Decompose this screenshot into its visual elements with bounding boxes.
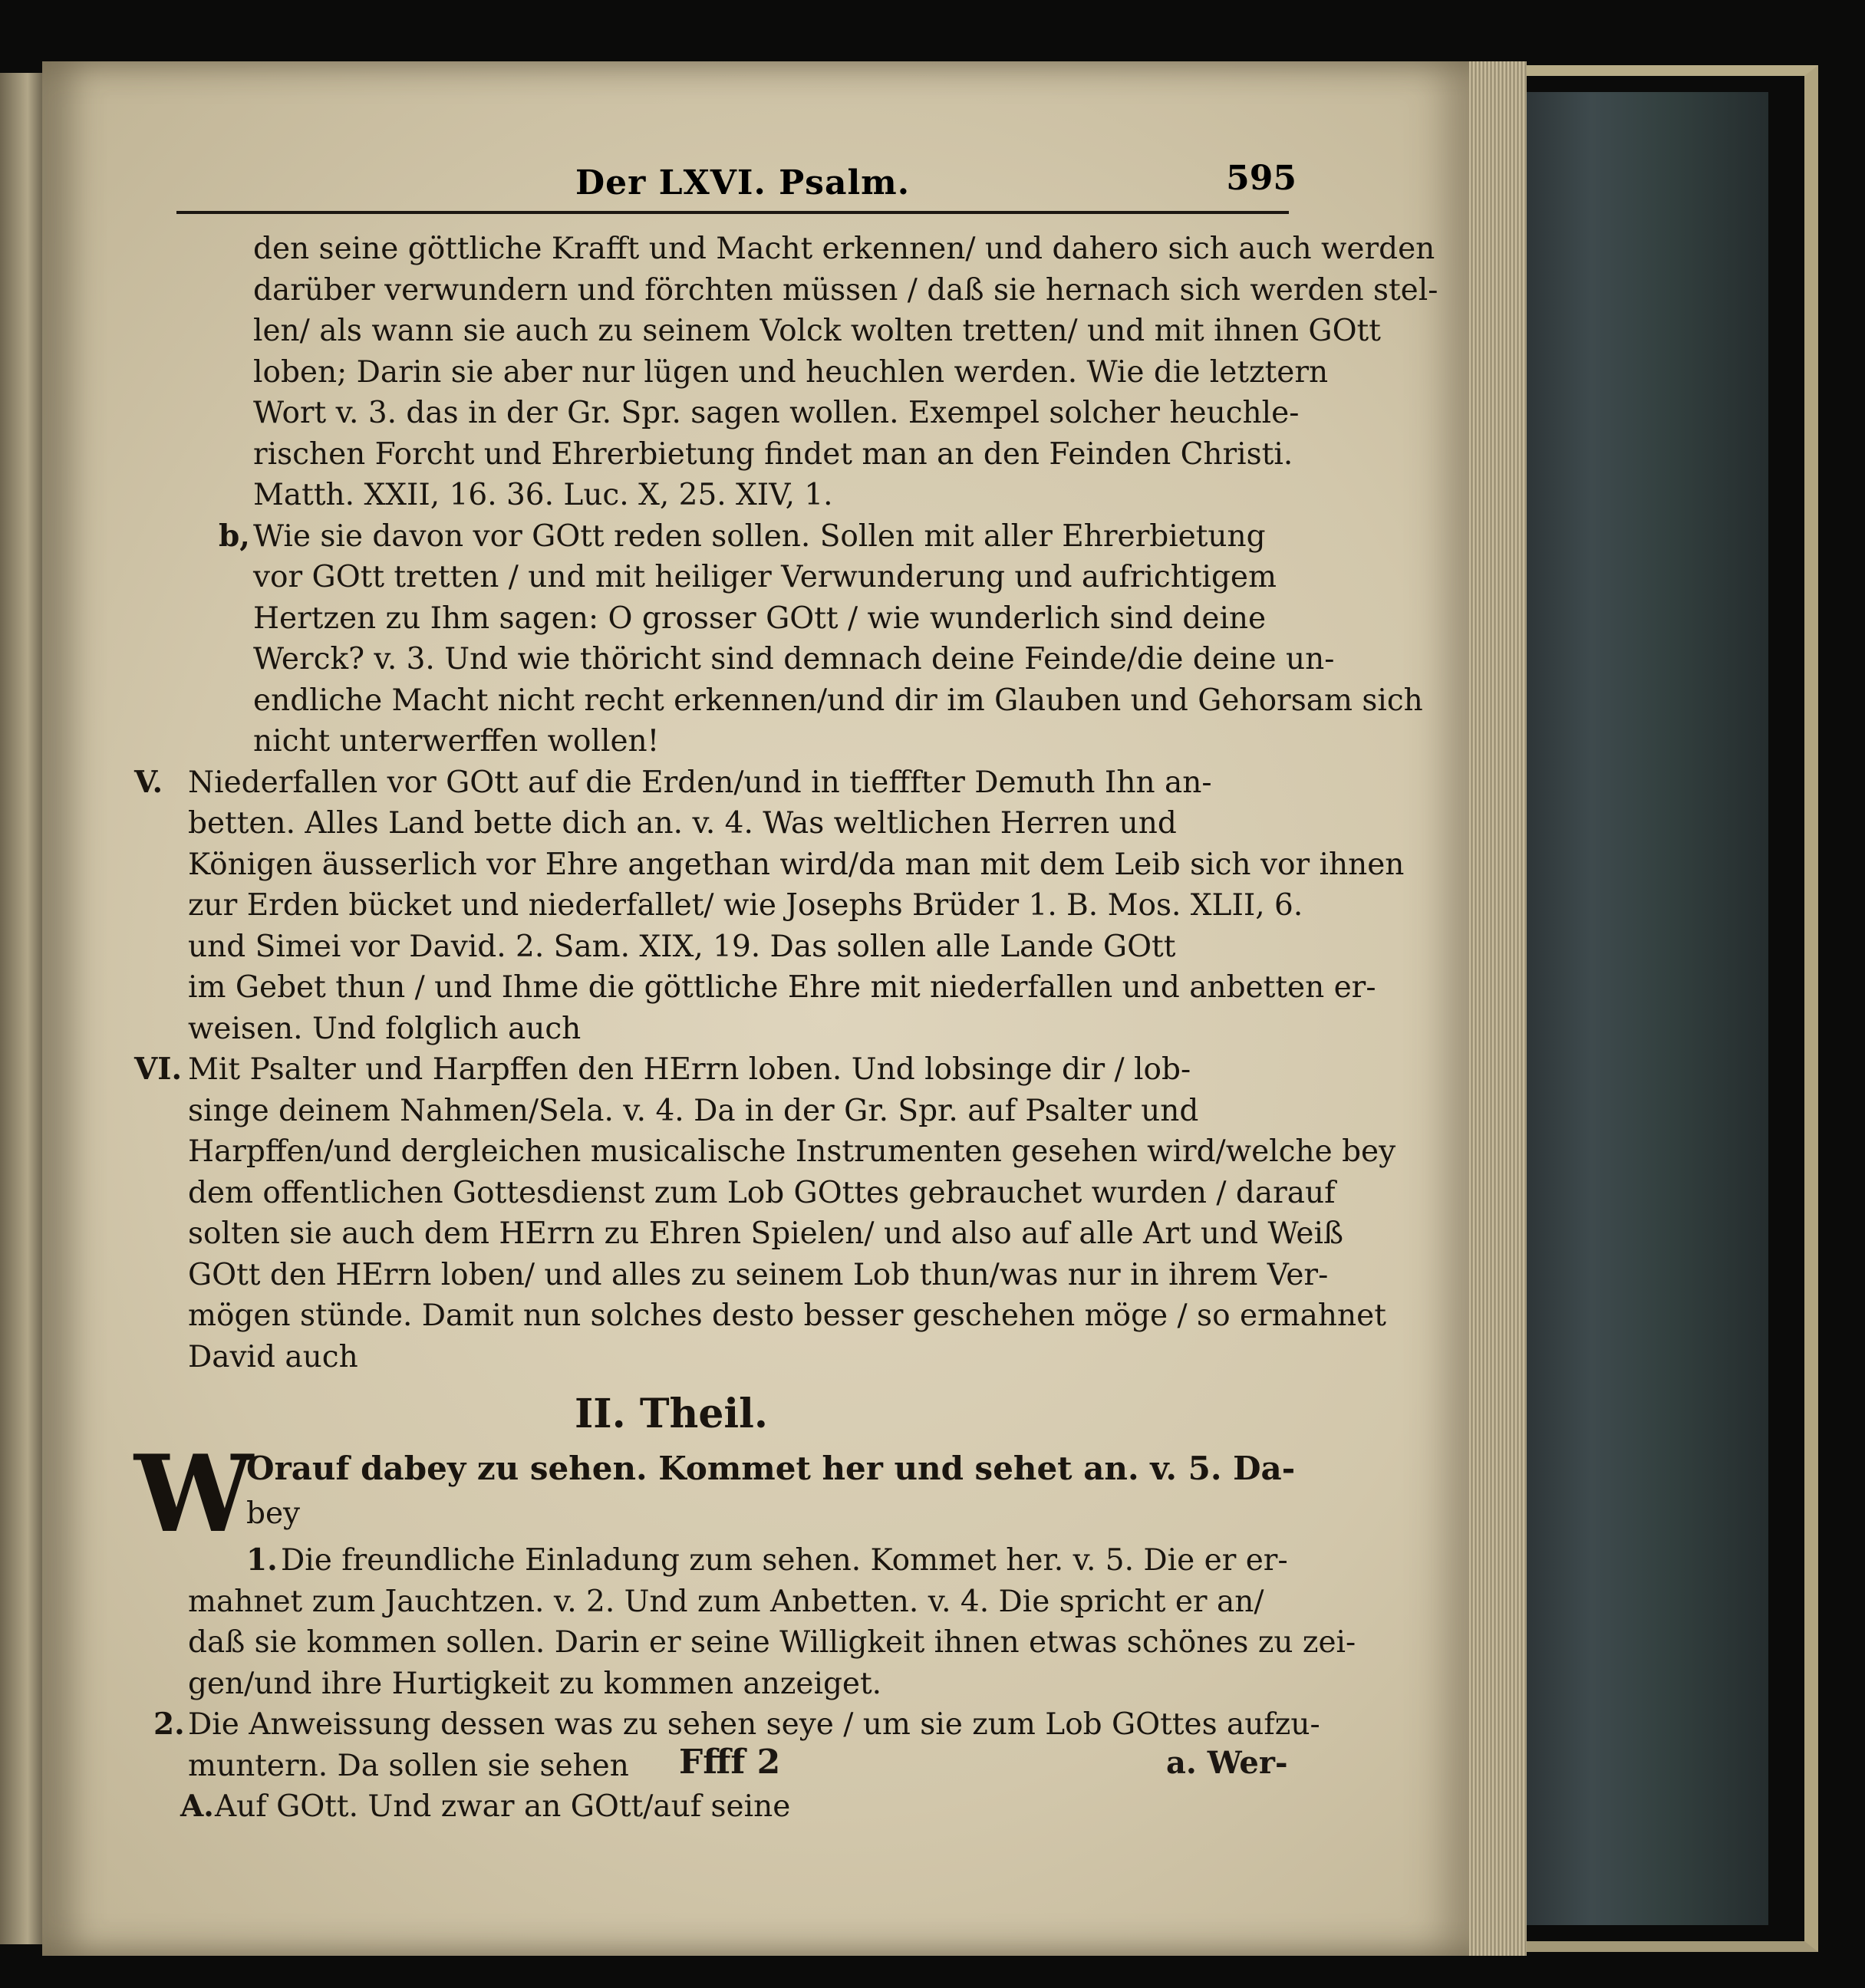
text-line: [134, 1049, 1285, 1091]
item-text: Die freundliche Einladung zum sehen. Kommet her. v. 5. Die er er-: [281, 1543, 1288, 1578]
item-label: VI.: [134, 1052, 183, 1087]
signature-mark: Ffff 2: [679, 1743, 781, 1782]
running-title: Der LXVI. Psalm.: [575, 163, 911, 202]
text-line: zur Erden bücket und niederfallet/ wie Josephs Brüder 1. B. Mos. XLII, 6.: [188, 888, 1303, 923]
text-line: David auch: [188, 1339, 358, 1374]
text-line: Königen äusserlich vor Ehre angethan wird/da man mit dem Leib sich vor ihnen: [188, 847, 1405, 882]
text-line: bey: [246, 1496, 301, 1531]
left-page-edge: [0, 73, 46, 1944]
item-v: [134, 762, 1405, 1050]
text-line: betten. Alles Land bette dich an. v. 4. Was weltlichen Herren und: [188, 806, 1177, 841]
item-text: Die Anweissung dessen was zu sehen seye / um sie zum Lob GOttes aufzu-: [188, 1707, 1320, 1742]
text-line: daß sie kommen sollen. Darin er seine Willigkeit ihnen etwas schönes zu zei-: [188, 1625, 1356, 1660]
text-line: [134, 516, 1285, 558]
section-intro: [134, 1431, 1296, 1556]
text-line: mögen stünde. Damit nun solches desto besser geschehen möge / so ermahnet: [188, 1298, 1386, 1333]
text-line: rischen Forcht und Ehrerbietung findet man an den Feinden Christi.: [253, 436, 1293, 472]
text-line: [134, 1704, 1320, 1746]
item-label: A.: [180, 1789, 214, 1824]
text-line: Matth. XXII, 16. 36. Luc. X, 25. XIV, 1.: [253, 478, 833, 512]
text-line: weisen. Und folglich auch: [188, 1011, 582, 1046]
text-line: dem offentlichen Gottesdienst zum Lob GOttes gebrauchet wurden / darauf: [188, 1175, 1336, 1210]
text-line: Wort v. 3. das in der Gr. Spr. sagen wollen. Exempel solcher heuchle-: [253, 396, 1300, 430]
text-line: GOtt den HErrn loben/ und alles zu seinem Lob thun/was nur in ihrem Ver-: [188, 1257, 1329, 1292]
item-label: 2.: [153, 1707, 185, 1742]
item-text: Mit Psalter und Harpffen den HErrn loben. Und lobsinge dir / lob-: [188, 1052, 1191, 1087]
item-a: [134, 1786, 1285, 1828]
text-line: vor GOtt tretten / und mit heiliger Verwunderung und aufrichtigem: [253, 560, 1277, 594]
text-line: darüber verwundern und förchten müssen / daß sie hernach sich werden stel-: [253, 272, 1438, 308]
text-line: und Simei vor David. 2. Sam. XIX, 19. Das sollen alle Lande GOtt: [188, 929, 1176, 964]
page-header: [176, 157, 1297, 214]
paragraph-a: [134, 229, 1438, 516]
item-1: [134, 1540, 1356, 1704]
item-text: Niederfallen vor GOtt auf die Erden/und in tiefffter Demuth Ihn an-: [188, 765, 1212, 800]
text-line: loben; Darin sie aber nur lügen und heuchlen werden. Wie die letztern: [253, 354, 1329, 390]
page-number: 595: [1226, 159, 1297, 198]
item-vi: [134, 1049, 1396, 1377]
text-line: Werck? v. 3. Und wie thöricht sind demnach deine Feinde/die deine un-: [253, 642, 1335, 676]
text-line: nicht unterwerffen wollen!: [253, 724, 660, 759]
item-text: Wie sie davon vor GOtt reden sollen. Sollen mit aller Ehrerbietung: [253, 518, 1266, 554]
page-body: [134, 229, 1438, 1828]
text-line: singe deinem Nahmen/Sela. v. 4. Da in der Gr. Spr. auf Psalter und: [188, 1093, 1199, 1128]
text-line: im Gebet thun / und Ihme die göttliche Ehre mit niederfallen und anbetten er-: [188, 970, 1376, 1005]
text-line: endliche Macht nicht recht erkennen/und dir im Glauben und Gehorsam sich: [253, 683, 1423, 718]
text-line: den seine göttliche Krafft und Macht erkennen/ und dahero sich auch werden: [253, 232, 1435, 266]
text-line: Hertzen zu Ihm sagen: O grosser GOtt / wie wunderlich sind deine: [253, 601, 1267, 636]
item-label: V.: [134, 764, 163, 800]
decorated-initial: W: [134, 1431, 253, 1556]
item-label: b,: [219, 518, 250, 554]
fore-edge-of-pages: [1515, 92, 1768, 1925]
text-line: [134, 1786, 1285, 1828]
text-line: solten sie auch dem HErrn zu Ehren Spielen/ und also auf alle Art und Weiß: [188, 1216, 1344, 1251]
text-line: len/ als wann sie auch zu seinem Volck wolten tretten/ und mit ihnen GOtt: [253, 314, 1381, 348]
item-text: Auf GOtt. Und zwar an GOtt/auf seine: [215, 1789, 791, 1824]
text-line: [134, 1540, 1288, 1582]
text-line: Harpffen/und dergleichen musicalische Instrumenten gesehen wird/welche bey: [188, 1134, 1396, 1169]
text-line: gen/und ihre Hurtigkeit zu kommen anzeiget.: [188, 1666, 882, 1701]
item-b: [134, 516, 1423, 762]
text-line: Orauf dabey zu sehen. Kommet her und sehet an. v. 5. Da-: [246, 1450, 1296, 1487]
section-heading: II. Theil.: [574, 1391, 769, 1437]
text-line: muntern. Da sollen sie sehen: [188, 1748, 629, 1783]
catchword: a. Wer-: [1166, 1745, 1288, 1781]
item-label: 1.: [246, 1542, 278, 1578]
text-line: mahnet zum Jauchtzen. v. 2. Und zum Anbetten. v. 4. Die spricht er an/: [188, 1584, 1264, 1619]
text-line: [134, 762, 1285, 804]
